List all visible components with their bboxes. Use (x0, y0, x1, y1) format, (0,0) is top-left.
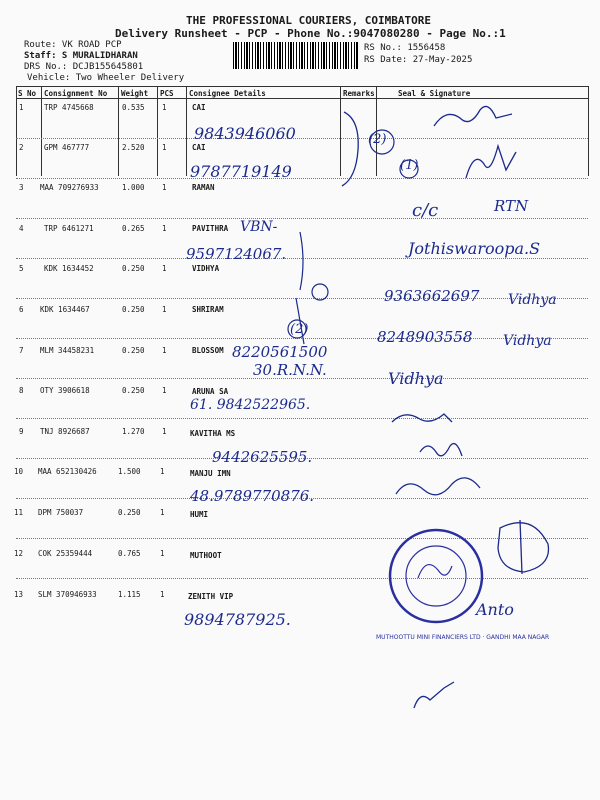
row-sno: 12 (14, 549, 24, 558)
row-pcs: 1 (162, 427, 167, 436)
row-consignee: CAI (192, 143, 206, 152)
row-pcs: 1 (162, 183, 167, 192)
row-consignee: BLOSSOM (192, 346, 224, 355)
row-weight: 0.265 (122, 224, 145, 233)
row-sno: 9 (19, 427, 24, 436)
handwritten-signature: Vidhya (503, 333, 552, 349)
col-header-seal: Seal & Signature (398, 89, 471, 98)
handwritten-signature: Vidhya (508, 292, 557, 308)
row-consignee: ARUNA SA (192, 387, 229, 396)
row-consignee: VIDHYA (192, 264, 220, 273)
handwritten-phone: 9442625595. (212, 448, 313, 466)
row-pcs: 1 (162, 143, 167, 152)
handwritten-note: 30.R.N.N. (253, 361, 327, 379)
company-stamp (390, 530, 482, 622)
row-consignee: RAMAN (192, 183, 215, 192)
row-sno: 6 (19, 305, 24, 314)
col-header-sno: S No (18, 89, 37, 98)
row-consignment: TNJ 8926687 (40, 427, 90, 436)
row-consignee: MANJU IMN (190, 469, 231, 478)
row-pcs: 1 (162, 224, 167, 233)
handwritten-phone: 9894787925. (184, 610, 291, 629)
row-sno: 13 (14, 590, 24, 599)
row-consignment: MAA 652130426 (38, 467, 97, 476)
row-consignment: OTY 3906618 (40, 386, 90, 395)
handwritten-phone: 9843946060 (194, 124, 296, 143)
row-consignment: MAA 709276933 (40, 183, 99, 192)
row-consignee: CAI (192, 103, 206, 112)
row-weight: 0.250 (122, 305, 145, 314)
handwritten-name: Jothiswaroopa.S (408, 239, 541, 258)
handwritten-phone: 9597124067. (186, 245, 287, 263)
row-consignment: MLM 34458231 (40, 346, 95, 355)
col-header-remarks: Remarks (343, 89, 375, 98)
stamp-signature (418, 565, 452, 578)
row-weight: 0.250 (118, 508, 141, 517)
remarks-circle (288, 320, 309, 338)
row-sno: 11 (14, 508, 24, 517)
signature-scribble (498, 523, 549, 572)
row-pcs: 1 (160, 590, 165, 599)
handwritten-phone: 61. 9842522965. (190, 397, 311, 413)
row-pcs: 1 (160, 508, 165, 517)
signature-scribble (414, 682, 454, 708)
row-consignee: ZENITH VIP (188, 592, 234, 601)
row-consignment: KDK 1634467 (40, 305, 90, 314)
row-pcs: 1 (160, 467, 165, 476)
handwritten-phone: 9787719149 (190, 162, 292, 181)
runsheet-title: Delivery Runsheet - PCP - Phone No.:9047080280 - Page No.:1 (115, 27, 506, 40)
row-weight: 1.500 (118, 467, 141, 476)
staff-label: Staff: S MURALIDHARAN (24, 51, 138, 61)
row-weight: 2.520 (122, 143, 145, 152)
remarks-circle (312, 284, 328, 300)
signature-scribble (466, 146, 516, 178)
row-sno: 4 (19, 224, 24, 233)
row-consignee: HUMI (190, 510, 209, 519)
handwritten-signature: Vidhya (388, 369, 444, 388)
row-weight: 0.250 (122, 386, 145, 395)
col-header-pcs: PCS (160, 89, 174, 98)
row-consignment: KDK 1634452 (44, 264, 94, 273)
row-weight: 0.250 (122, 264, 145, 273)
row-sno: 7 (19, 346, 24, 355)
col-header-weight: Weight (121, 89, 149, 98)
row-weight: 1.000 (122, 183, 145, 192)
remarks-circle (370, 130, 394, 154)
handwritten-note: VBN- (240, 219, 278, 235)
signature-scribble (396, 478, 480, 495)
row-pcs: 1 (162, 346, 167, 355)
row-sno: 3 (19, 183, 24, 192)
route-label: Route: VK ROAD PCP (24, 40, 122, 50)
row-consignment: GPM 467777 (44, 143, 90, 152)
handwritten-note: RTN (494, 197, 529, 215)
row-weight: 1.115 (118, 590, 141, 599)
remark-marker: (2) (290, 322, 309, 337)
row-consignment: TRP 4745668 (44, 103, 94, 112)
col-header-consignee: Consignee Details (189, 89, 266, 98)
rs-number: RS No.: 1556458 (364, 43, 446, 53)
row-consignment: TRP 6461271 (44, 224, 94, 233)
signature-scribble (520, 520, 522, 574)
row-pcs: 1 (160, 549, 165, 558)
vehicle-label: Vehicle: Two Wheeler Delivery (27, 73, 185, 83)
handwritten-phone: 8220561500 (232, 343, 328, 361)
row-weight: 0.765 (118, 549, 141, 558)
row-sno: 8 (19, 386, 24, 395)
company-stamp-inner (406, 546, 466, 606)
handwritten-signature: Anto (476, 600, 514, 619)
signature-scribble (392, 414, 452, 422)
row-pcs: 1 (162, 386, 167, 395)
row-consignee: PAVITHRA (192, 224, 229, 233)
stamp-text: MUTHOOTTU MINI FINANCIERS LTD · GANDHI MAA NAGAR (376, 634, 550, 641)
row-weight: 0.250 (122, 346, 145, 355)
row-consignee: MUTHOOT (190, 551, 222, 560)
rs-date: RS Date: 27-May-2025 (364, 55, 473, 65)
handwritten-note: c/c (412, 200, 439, 221)
remarks-circle (400, 160, 418, 178)
handwritten-phone: 48.9789770876. (190, 487, 315, 505)
remarks-bracket (342, 112, 358, 186)
row-pcs: 1 (162, 103, 167, 112)
remark-marker: (1) (400, 158, 419, 173)
remarks-bracket (296, 232, 304, 344)
row-sno: 1 (19, 103, 24, 112)
row-sno: 2 (19, 143, 24, 152)
drs-label: DRS No.: DCJB155645801 (24, 62, 144, 72)
row-sno: 5 (19, 264, 24, 273)
row-consignee: SHRIRAM (192, 305, 224, 314)
col-header-consignment: Consignment No (44, 89, 108, 98)
row-sno: 10 (14, 467, 24, 476)
row-weight: 0.535 (122, 103, 145, 112)
handwritten-phone: 8248903558 (377, 328, 473, 346)
row-consignment: COK 25359444 (38, 549, 93, 558)
row-consignment: DPM 750037 (38, 508, 84, 517)
handwritten-phone: 9363662697 (384, 287, 480, 305)
row-consignment: SLM 370946933 (38, 590, 97, 599)
row-pcs: 1 (162, 264, 167, 273)
company-title: THE PROFESSIONAL COURIERS, COIMBATORE (186, 14, 432, 27)
signature-scribble (434, 106, 512, 126)
signature-scribble (420, 444, 462, 456)
remark-marker: (2) (368, 132, 387, 147)
row-consignee: KAVITHA MS (190, 429, 236, 438)
row-weight: 1.270 (122, 427, 145, 436)
row-pcs: 1 (162, 305, 167, 314)
